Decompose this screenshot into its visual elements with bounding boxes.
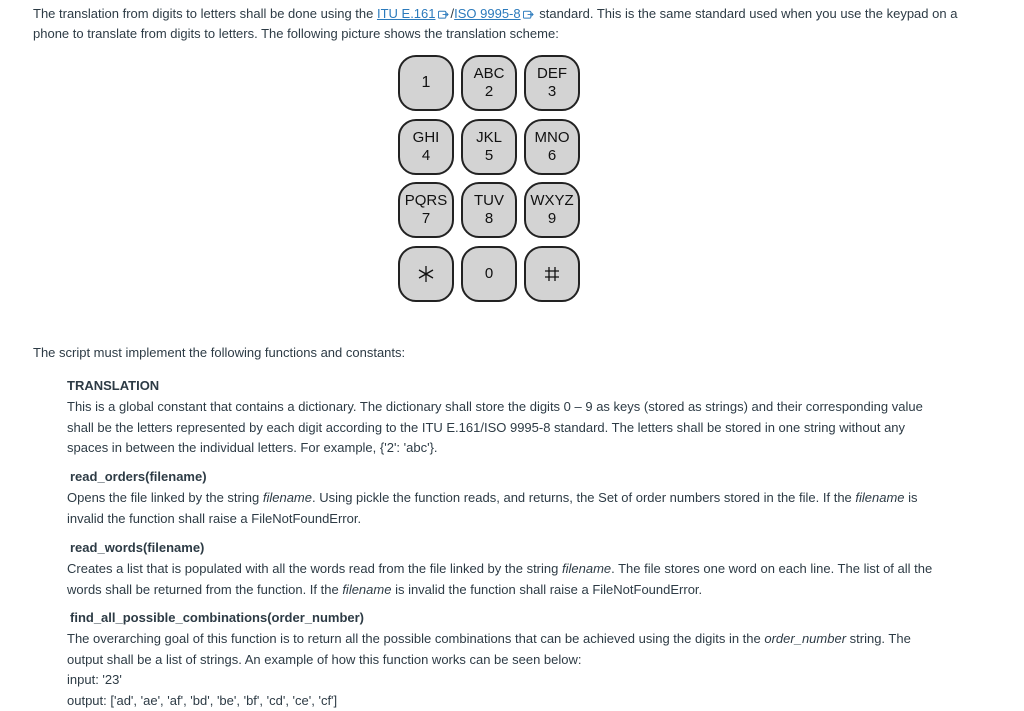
external-link-icon[interactable]: [438, 9, 449, 19]
link-separator: /: [450, 6, 455, 21]
itu-e161-link[interactable]: ITU E.161: [376, 6, 436, 21]
text-part: is invalid the function shall raise a FileNotFoundError.: [67, 490, 918, 526]
intro-text-end: standard. This is the same standard used when you use the keypad on a phone to translate from digits to letters. The following picture shows the translation scheme:: [33, 6, 958, 41]
key-digit: 3: [547, 83, 557, 100]
key-digit: 8: [484, 210, 494, 227]
key-8: [461, 182, 517, 238]
intro-paragraph: [33, 4, 993, 44]
text-part: Creates a list that is populated with all the words read from the file linked by the string: [67, 561, 562, 576]
asterisk-icon: [417, 265, 435, 283]
intro-text: The translation from digits to letters shall be done using the: [33, 6, 377, 21]
key-3: [524, 55, 580, 111]
text-part: is invalid the function shall raise a FileNotFoundError.: [391, 581, 703, 597]
example-output: output: ['ad', 'ae', 'af', 'bd', 'be', 'bf', 'cd', 'ce', 'cf']: [67, 692, 338, 708]
key-4: [398, 119, 454, 175]
text-part: The overarching goal of this function is to return all the possible combinations that can be achieved using the digits in the: [67, 631, 765, 646]
key-digit: 9: [547, 210, 557, 227]
translation-section: [67, 377, 947, 459]
key-digit: 7: [421, 210, 431, 227]
key-1: [398, 55, 454, 111]
param-filename: filename: [855, 490, 905, 505]
key-9: [524, 182, 580, 238]
translation-body: This is a global constant that contains a dictionary. The dictionary shall store the digits 0 – 9 as keys (stored as strings) and their corresponding value shall be the letters represented by each digit according to the ITU E.161/ISO 9995-8 standard. The letters shall be stored in one string without any spaces in between the individual letters. For example, {'2': 'abc'}.: [67, 399, 923, 455]
read-orders-section: [67, 468, 947, 529]
key-digit: 4: [421, 147, 431, 164]
key-digit: 0: [484, 265, 494, 282]
key-letters: DEF: [537, 65, 567, 82]
key-0: [461, 246, 517, 302]
key-digit: 2: [484, 83, 494, 100]
param-order-number: order_number: [764, 631, 847, 646]
param-filename: filename: [342, 581, 392, 597]
key-hash: [524, 246, 580, 302]
read-words-body: [67, 559, 947, 600]
read-words-section: [67, 539, 947, 600]
key-digit: 5: [484, 147, 494, 164]
translation-title: TRANSLATION: [67, 378, 160, 393]
key-letters: TUV: [474, 192, 504, 209]
text-part: string. The output shall be a list of strings. An example of how this function works can be seen below:: [67, 631, 911, 667]
find-all-section: [67, 609, 947, 711]
find-all-title: find_all_possible_combinations(order_number): [70, 610, 364, 625]
key-2: [461, 55, 517, 111]
functions-intro: The script must implement the following functions and constants:: [33, 345, 406, 360]
key-digit: 6: [547, 147, 557, 164]
iso-9995-8-link[interactable]: ISO 9995-8: [454, 6, 521, 21]
key-7: [398, 182, 454, 238]
phone-keypad-figure: [398, 55, 582, 305]
example-input: input: '23': [67, 672, 122, 687]
key-6: [524, 119, 580, 175]
key-letters: GHI: [412, 129, 440, 146]
key-digit: 1: [421, 74, 431, 91]
read-orders-title: read_orders(filename): [70, 469, 207, 484]
key-letters: PQRS: [404, 192, 448, 209]
key-letters: JKL: [476, 129, 502, 146]
key-letters: WXYZ: [530, 192, 574, 209]
param-filename: filename: [561, 561, 612, 576]
key-letters: ABC: [473, 65, 505, 82]
external-link-icon[interactable]: [523, 9, 534, 19]
key-letters: MNO: [534, 129, 570, 146]
read-orders-body: [67, 488, 947, 529]
key-5: [461, 119, 517, 175]
text-part: Opens the file linked by the string: [67, 490, 263, 505]
param-filename: filename: [262, 490, 312, 505]
text-part: . The file stores one word on each line. The list of all the words shall be returned from the function. If the: [67, 561, 933, 597]
text-part: . Using pickle the function reads, and returns, the Set of order numbers stored in the file. If the: [311, 490, 856, 505]
find-all-body: [67, 629, 947, 670]
key-star: [398, 246, 454, 302]
hash-icon: [544, 266, 560, 282]
read-words-title: read_words(filename): [70, 540, 205, 555]
